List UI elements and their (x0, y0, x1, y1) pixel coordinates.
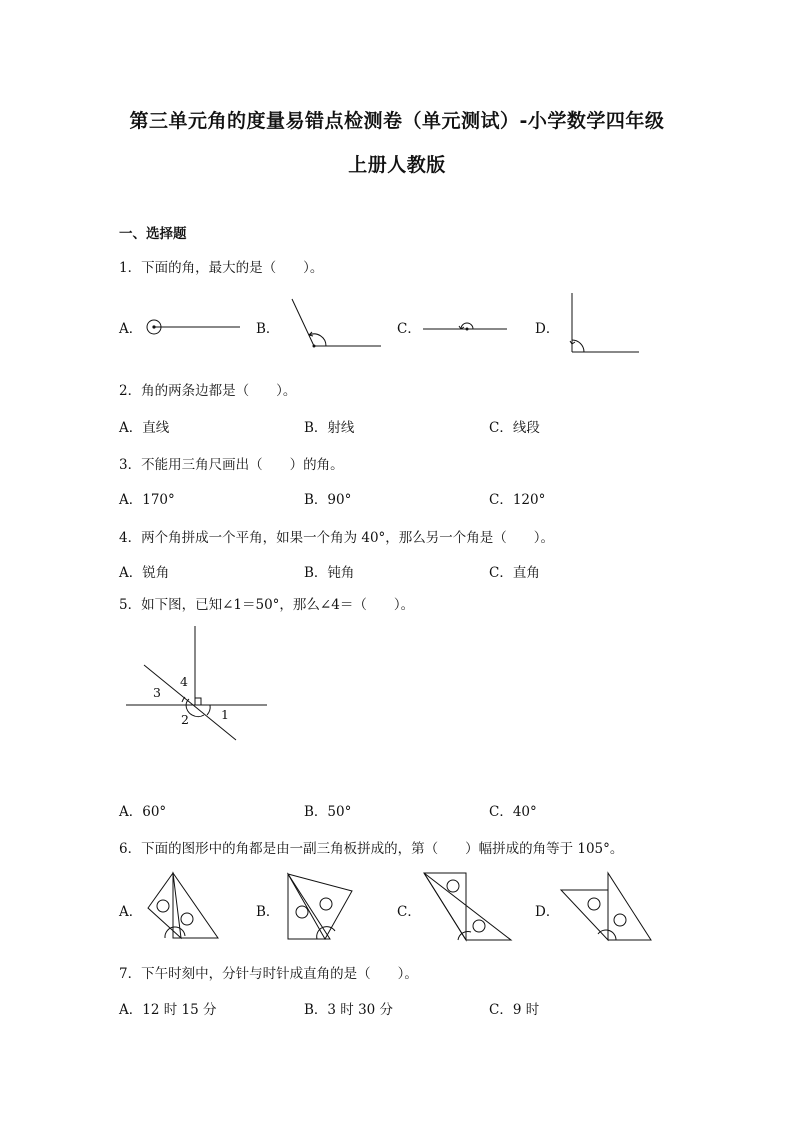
q1-angle-figure-b (286, 296, 386, 356)
q5-angle-label-1: 1 (221, 707, 229, 722)
q2-option-b: B．射线 (304, 420, 355, 436)
q1-option-c-label: C． (397, 321, 421, 337)
q4-option-b: B．钝角 (304, 565, 355, 581)
q4-option-a: A．锐角 (119, 565, 170, 581)
q7-option-c: C．9 时 (489, 1002, 540, 1018)
q6-option-c-label: C． (397, 904, 421, 920)
q2-option-a: A．直线 (119, 420, 170, 436)
title-line-1: 第三单元角的度量易错点检测卷（单元测试）-小学数学四年级 (129, 110, 665, 132)
q3-option-c: C．120° (489, 492, 546, 508)
q6-option-b-label: B． (256, 904, 280, 920)
question-4-stem: 4．两个角拼成一个平角，如果一个角为 40°，那么另一个角是（ ）。 (119, 530, 555, 546)
q5-angle-label-4: 4 (180, 674, 188, 689)
section-heading: 一、选择题 (119, 226, 187, 242)
question-3-stem: 3．不能用三角尺画出（ ）的角。 (119, 457, 344, 473)
question-2-stem: 2．角的两条边都是（ ）。 (119, 383, 297, 399)
q1-angle-figure-d (567, 292, 643, 360)
q7-option-b: B．3 时 30 分 (304, 1002, 394, 1018)
question-6-stem: 6．下面的图形中的角都是由一副三角板拼成的，第（ ）幅拼成的角等于 105°。 (119, 841, 624, 857)
q6-option-d-label: D． (535, 904, 560, 920)
q5-option-a: A．60° (119, 804, 167, 820)
q6-triangle-figure-c (421, 870, 516, 948)
q3-option-a: A．170° (119, 492, 175, 508)
q1-angle-figure-c (422, 318, 512, 337)
q5-angle-label-2: 2 (181, 712, 189, 727)
q6-triangle-figure-d (558, 870, 654, 948)
q5-angle-label-3: 3 (153, 685, 161, 700)
q1-option-a-label: A． (119, 321, 143, 337)
q1-option-b-label: B． (256, 321, 280, 337)
question-5-stem: 5．如下图，已知∠1＝50°，那么∠4＝（ ）。 (119, 597, 415, 613)
q5-option-b: B．50° (304, 804, 352, 820)
q5-angle-diagram (126, 625, 271, 747)
q7-option-a: A．12 时 15 分 (119, 1002, 217, 1018)
q1-option-d-label: D． (535, 321, 560, 337)
q6-triangle-figure-a (145, 868, 225, 947)
title-line-2: 上册人教版 (348, 154, 446, 176)
question-1-stem: 1．下面的角，最大的是（ ）。 (119, 260, 324, 276)
q5-option-c: C．40° (489, 804, 537, 820)
question-7-stem: 7．下午时刻中，分针与时针成直角的是（ ）。 (119, 966, 418, 982)
q6-triangle-figure-b (285, 871, 357, 947)
q2-option-c: C．线段 (489, 420, 540, 436)
q3-option-b: B．90° (304, 492, 352, 508)
q6-option-a-label: A． (119, 904, 143, 920)
q1-angle-figure-a (145, 316, 245, 342)
q4-option-c: C．直角 (489, 565, 540, 581)
